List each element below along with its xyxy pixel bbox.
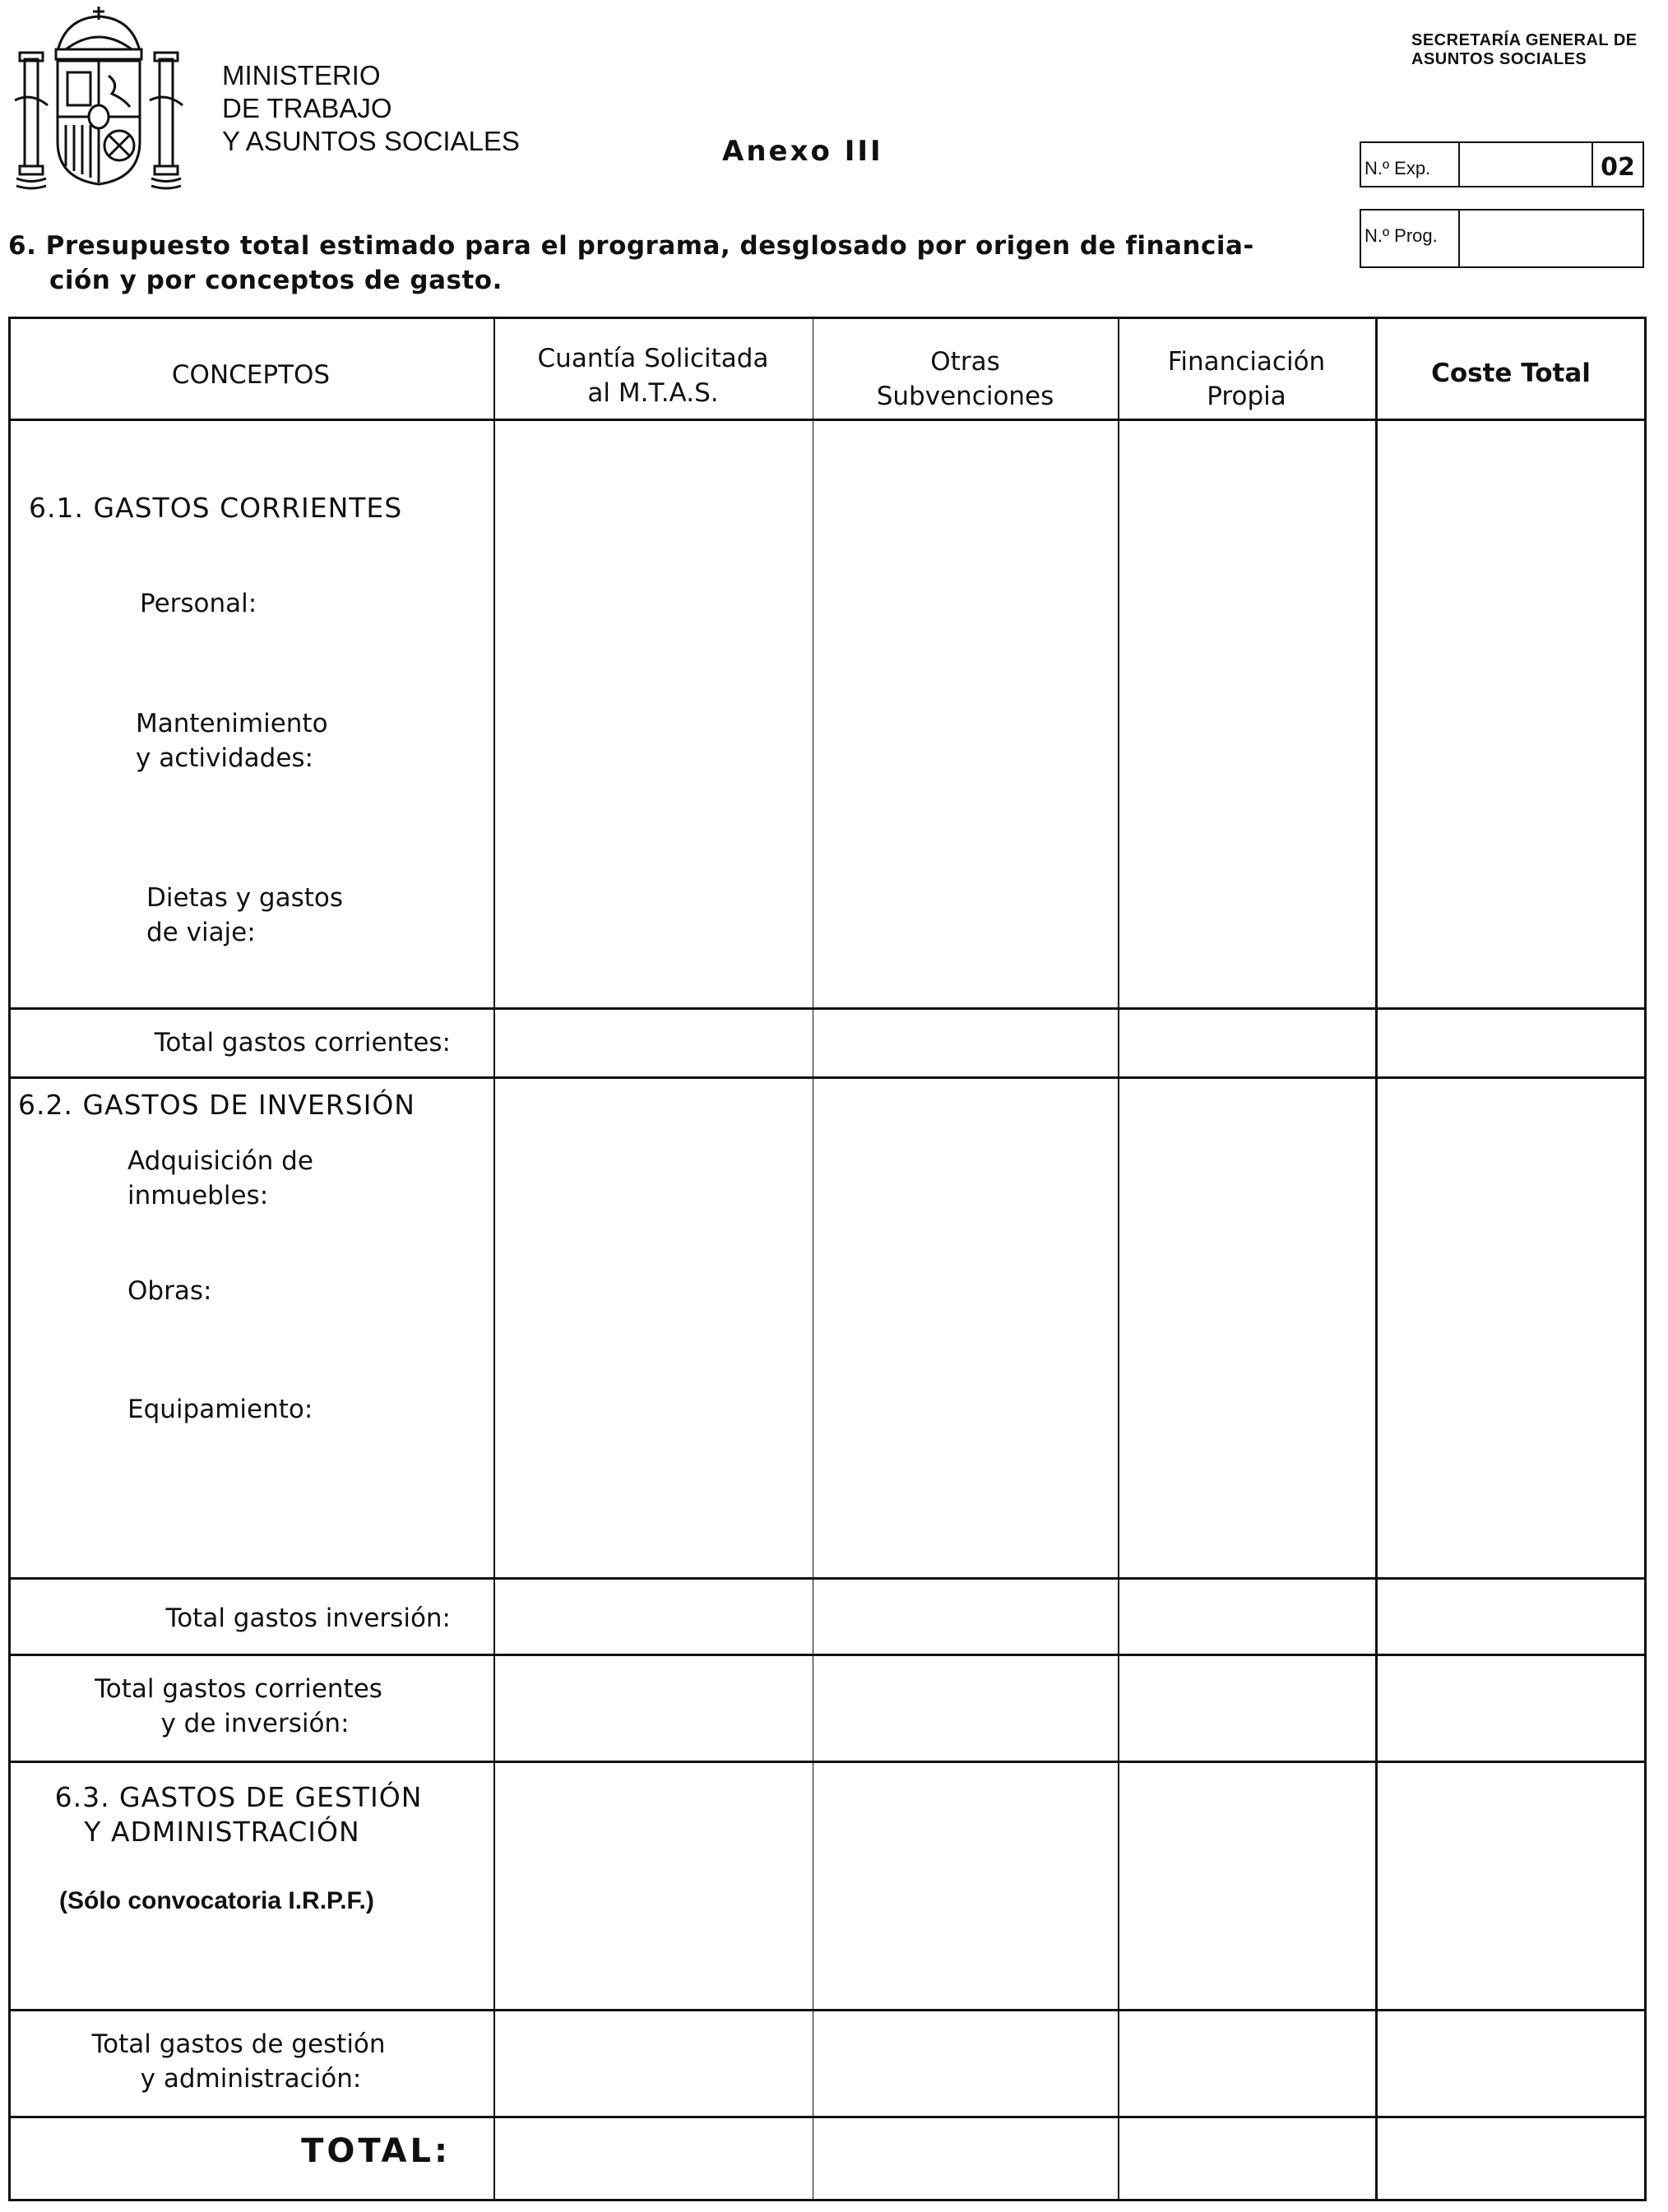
- total-gastos-corrientes-cells[interactable]: [495, 1010, 1645, 1076]
- annex-title: Anexo III: [722, 135, 883, 168]
- prog-number-label: N.º Prog.: [1361, 211, 1460, 266]
- concept-obras: Obras:: [127, 1276, 212, 1306]
- col-header-otras: [813, 345, 1118, 414]
- col-header-otras-line-2: Subvenciones: [876, 382, 1054, 411]
- grand-total-label: TOTAL:: [301, 2132, 451, 2170]
- section-gastos-inversion: 6.2. GASTOS DE INVERSIÓN: [18, 1089, 415, 1121]
- total-gastos-inversion-label: Total gastos inversión:: [165, 1603, 451, 1633]
- concept-personal: Personal:: [140, 589, 257, 618]
- gestion-note: (Sólo convocatoria I.R.P.F.): [59, 1887, 374, 1914]
- col-header-cuantia-line-1: Cuantía Solicitada: [537, 344, 769, 373]
- exp-number-field[interactable]: [1460, 143, 1592, 186]
- total-gastos-gestion-line-1: Total gastos de gestión: [91, 2029, 386, 2059]
- total-corrientes-inversion-label: [8, 1672, 469, 1741]
- secretaria-line-2: ASUNTOS SOCIALES: [1411, 50, 1587, 68]
- total-gastos-gestion-cells[interactable]: [495, 2011, 1645, 2116]
- col-header-otras-line-1: Otras: [930, 347, 1000, 377]
- section-gastos-corrientes: 6.1. GASTOS CORRIENTES: [29, 492, 403, 524]
- coat-of-arms-icon: [8, 2, 189, 191]
- gastos-gestion-amount-cells[interactable]: [495, 1763, 1645, 2009]
- gastos-corrientes-amount-cells[interactable]: [495, 421, 1645, 1007]
- ministry-line-1: MINISTERIO: [222, 60, 381, 90]
- prog-number-box: [1360, 209, 1644, 268]
- ministry-line-2: DE TRABAJO: [222, 93, 392, 123]
- section-heading-line-1: 6. Presupuesto total estimado para el programa, desglosado por origen de financia-: [8, 231, 1254, 261]
- gastos-inversion-amount-cells[interactable]: [495, 1079, 1645, 1577]
- exp-code: 02: [1592, 143, 1643, 186]
- total-corrientes-inversion-line-2: y de inversión:: [160, 1709, 350, 1738]
- ministry-name: [222, 59, 520, 158]
- budget-table: [8, 317, 1647, 2201]
- concept-adquisicion-line-2: inmuebles:: [127, 1181, 269, 1210]
- concept-adquisicion-line-1: Adquisición de: [127, 1146, 313, 1176]
- concept-equipamiento: Equipamiento:: [127, 1395, 313, 1424]
- grand-total-cells[interactable]: [495, 2118, 1645, 2199]
- col-header-coste: Coste Total: [1431, 359, 1591, 388]
- section-heading: [8, 229, 1254, 298]
- concept-adquisicion: [127, 1144, 313, 1213]
- section-gastos-gestion-line-2: Y ADMINISTRACIÓN: [84, 1816, 360, 1848]
- concept-dietas-line-1: Dietas y gastos: [146, 883, 344, 913]
- total-gastos-gestion-line-2: y administración:: [140, 2064, 362, 2094]
- concept-dietas-line-2: de viaje:: [146, 918, 256, 947]
- ministry-line-3: Y ASUNTOS SOCIALES: [222, 126, 520, 156]
- total-gastos-corrientes-label: Total gastos corrientes:: [154, 1028, 451, 1057]
- concept-mantenimiento-line-2: y actividades:: [136, 743, 313, 773]
- section-gastos-gestion: [8, 1780, 469, 1849]
- col-header-cuantia: [493, 341, 813, 410]
- col-header-financiacion: [1118, 345, 1375, 414]
- col-header-financiacion-line-1: Financiación: [1167, 347, 1326, 377]
- exp-number-box: [1360, 141, 1644, 187]
- total-gastos-inversion-cells[interactable]: [495, 1580, 1645, 1654]
- concept-dietas: [146, 881, 343, 950]
- total-gastos-gestion-label: [8, 2027, 469, 2096]
- col-header-conceptos: CONCEPTOS: [171, 360, 331, 390]
- concept-mantenimiento: [136, 706, 328, 775]
- total-corrientes-inversion-line-1: Total gastos corrientes: [95, 1674, 382, 1704]
- section-gastos-gestion-line-1: 6.3. GASTOS DE GESTIÓN: [54, 1781, 423, 1813]
- exp-number-label: N.º Exp.: [1361, 143, 1460, 186]
- secretaria-name: [1411, 31, 1638, 69]
- concept-mantenimiento-line-1: Mantenimiento: [136, 709, 328, 738]
- col-header-financiacion-line-2: Propia: [1207, 382, 1286, 411]
- section-heading-line-2: ción y por conceptos de gasto.: [49, 266, 503, 295]
- secretaria-line-1: SECRETARÍA GENERAL DE: [1411, 31, 1638, 49]
- total-corrientes-inversion-cells[interactable]: [495, 1656, 1645, 1761]
- col-header-cuantia-line-2: al M.T.A.S.: [587, 378, 719, 408]
- prog-number-field[interactable]: [1460, 211, 1643, 266]
